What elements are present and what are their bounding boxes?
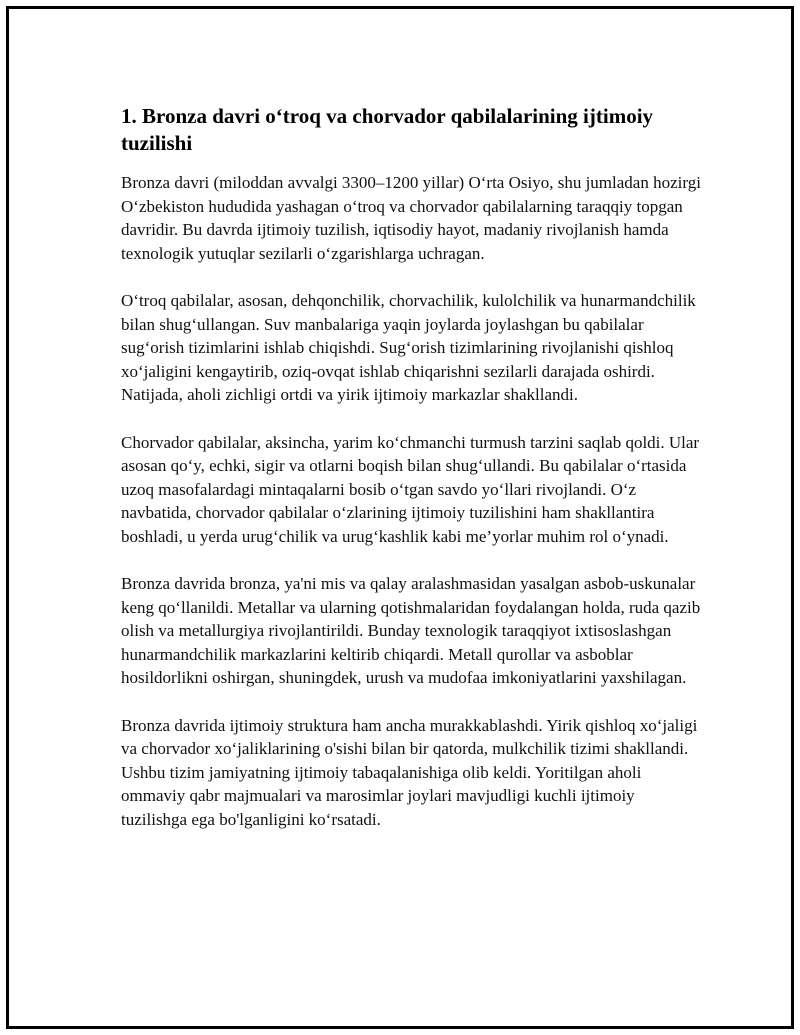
page-frame bbox=[6, 6, 794, 1029]
paragraph-social-structure: Bronza davrida ijtimoiy struktura ham ancha murakkablashdi. Yirik qishloq xo‘jaligi va chorvador xo‘jaliklarining o'sishi bilan bir qatorda, mulkchilik tizimi shakllandi. Ushbu tizim jamiyatning ijtimoiy tabaqalanishiga olib keldi. Yoritilgan aholi ommaviy qabr majmualari va marosimlar joylari mavjudligi kuchli ijtimoiy tuzilishga ega bo'lganligini ko‘rsatadi. bbox=[121, 715, 698, 829]
document-body bbox=[121, 103, 701, 855]
paragraph-intro: Bronza davri (miloddan avvalgi 3300–1200 yillar) O‘rta Osiyo, shu jumladan hozirgi O‘zbekiston hududida yashagan o‘troq va chorvador qabilalarning taraqqiy topgan davridir. Bu davrda ijtimoiy tuzilish, iqtisodiy hayot, madaniy rivojlanish hamda texnologik yutuqlar sezilarli o‘zgarishlarga uchragan. bbox=[121, 173, 701, 263]
paragraph-sedentary-tribes: O‘troq qabilalar, asosan, dehqonchilik, chorvachilik, kulolchilik va hunarmandchilik bilan shug‘ullangan. Suv manbalariga yaqin joylarda joylashgan bu qabilalar sug‘orish tizimlarini ishlab chiqishdi. Sug‘orish tizimlarining rivojlanishi qishloq xo‘jaligini kengaytirib, oziq-ovqat ishlab chiqarishni sezilarli darajada oshirdi. Natijada, aholi zichligi ortdi va yirik ijtimoiy markazlar shakllandi. bbox=[121, 291, 696, 404]
section-heading: 1. Bronza davri o‘troq va chorvador qabilalarining ijtimoiy tuzilishi bbox=[121, 104, 654, 155]
paragraph-bronze-technology: Bronza davrida bronza, ya'ni mis va qalay aralashmasidan yasalgan asbob-uskunalar keng qo‘llanildi. Metallar va ularning qotishmalaridan foydalangan holda, ruda qazib olish va metallurgiya rivojlantirildi. Bunday texnologik taraqqiyot ixtisoslashgan hunarmandchilik markazlarini keltirib chiqardi. Metall qurollar va asboblar hosildorlikni oshirgan, shuningdek, urush va mudofaa imkoniyatlarini yaxshilagan. bbox=[121, 574, 701, 687]
paragraph-pastoral-tribes: Chorvador qabilalar, aksincha, yarim ko‘chmanchi turmush tarzini saqlab qoldi. Ular asosan qo‘y, echki, sigir va otlarni boqish bilan shug‘ullandi. Bu qabilalar o‘rtasida uzoq masofalardagi mintaqalarni bosib o‘tgan savdo yo‘llari rivojlandi. O‘z navbatida, chorvador qabilalar o‘zlarining ijtimoiy tuzilishini ham shakllantira boshladi, u yerda urug‘chilik va urug‘kashlik kabi me’yorlar muhim rol o‘ynadi. bbox=[121, 432, 700, 546]
